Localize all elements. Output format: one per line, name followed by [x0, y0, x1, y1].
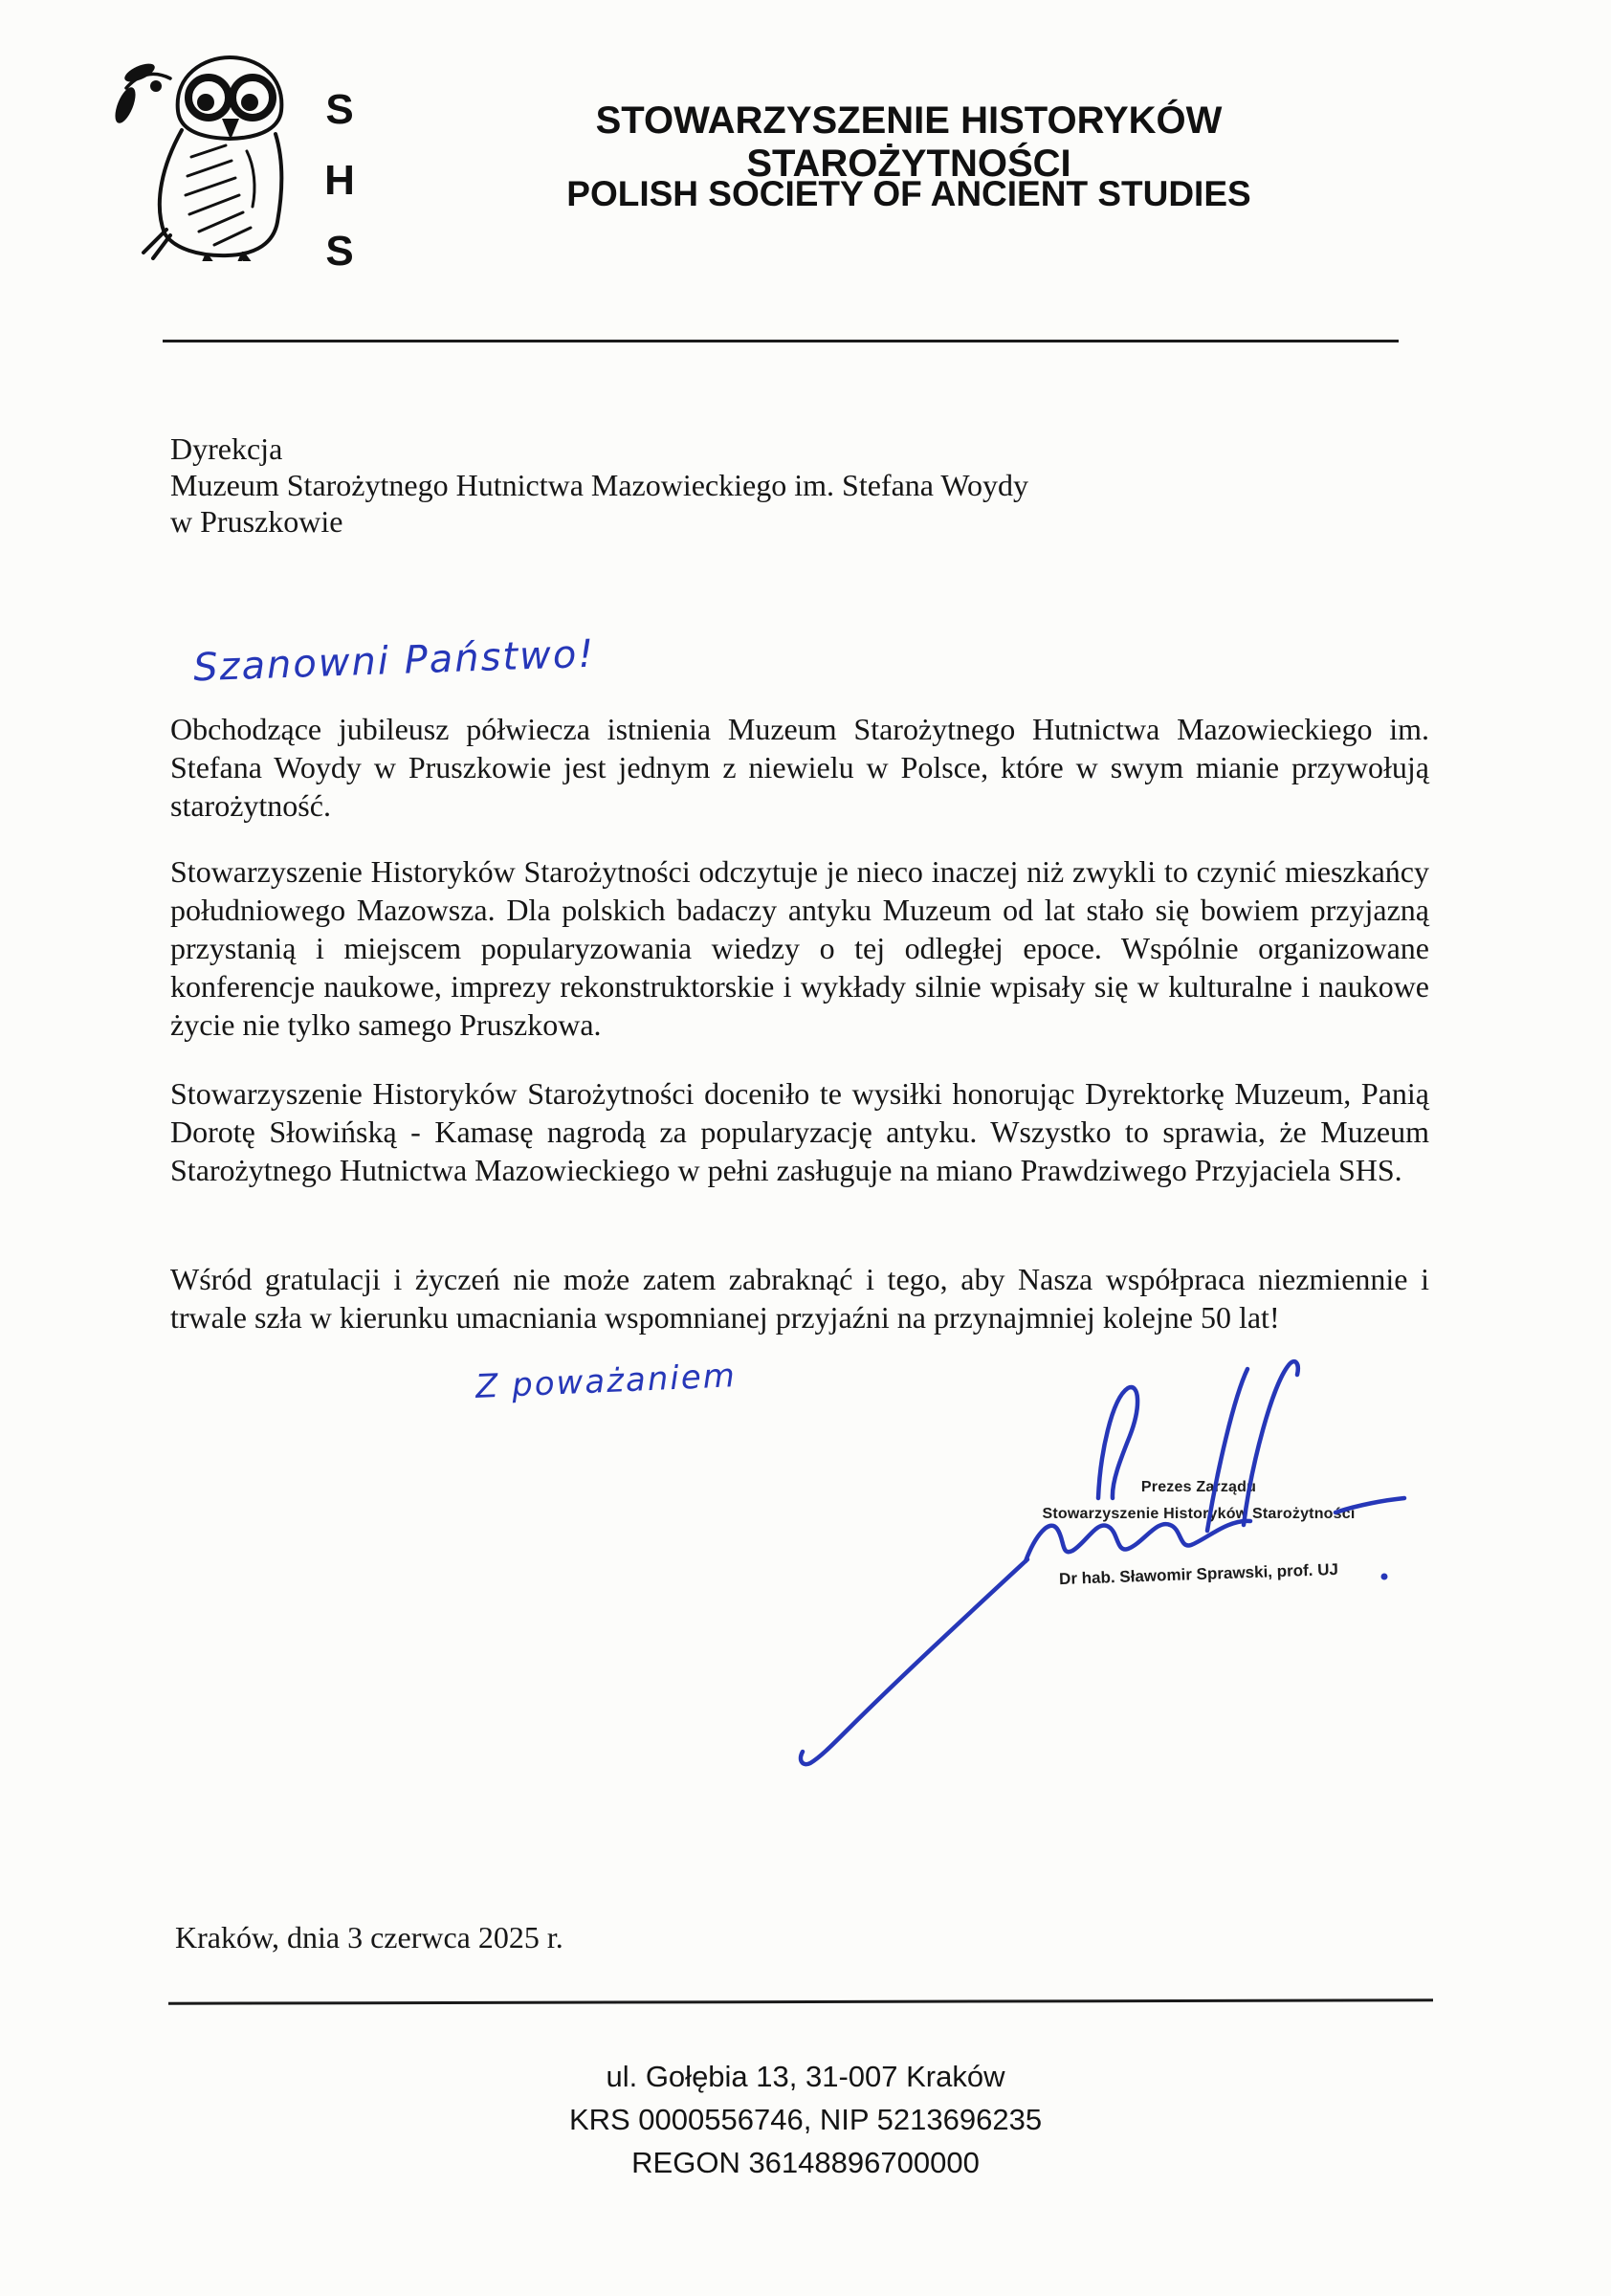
logo-letter-s2: S: [325, 228, 354, 275]
letterhead-divider-line: [163, 340, 1399, 342]
handwritten-closing: Z poważaniem: [474, 1357, 738, 1406]
body-paragraph-4: Wśród gratulacji i życzeń nie może zatem zabraknąć i tego, aby Nasza współpraca niezmiennie i trwale szła w kierunku umacniania wspomnianej przyjaźni na przynajmniej kolejne 50 lat!: [170, 1262, 1429, 1335]
recipient-line-3: w Pruszkowie: [170, 504, 343, 539]
signatory-name: Dr hab. Sławomir Sprawski, prof. UJ: [1058, 1559, 1339, 1589]
recipient-line-2: Muzeum Starożytnego Hutnictwa Mazowieckiego im. Stefana Woydy: [170, 468, 1029, 502]
body-paragraph-2: Stowarzyszenie Historyków Starożytności odczytuje je nieco inaczej niż zwykli to czynić mieszkańcy południowego Mazowsza. Dla polskich badaczy antyku Muzeum od lat stało się bowiem przyjazną przystanią i miejscem popularyzowania wiedzy o tej odległej epoce. Wspólnie organizowane konferencje naukowe, imprezy rekonstruktorskie i wykłady silnie wpisały się w kulturalne i naukowe życie nie tylko samego Pruszkowa.: [170, 854, 1429, 1042]
recipient-line-1: Dyrekcja: [170, 431, 283, 466]
footer-krs-nip: KRS 0000556746, NIP 5213696235: [568, 2103, 1043, 2136]
org-title-polish: STOWARZYSZENIE HISTORYKÓW STAROŻYTNOŚCI: [595, 99, 1223, 185]
footer-divider-line: [168, 1998, 1433, 2004]
footer-address: ul. Gołębia 13, 31-007 Kraków: [606, 2060, 1005, 2093]
org-title-english: POLISH SOCIETY OF ANCIENT STUDIES: [566, 174, 1251, 213]
logo-letter-s1: S: [325, 86, 354, 133]
stamp-org-line: Stowarzyszenie Historyków Starożytności: [1042, 1506, 1356, 1522]
logo-letters-shs: [318, 75, 362, 287]
handwritten-greeting: Szanowni Państwo!: [192, 631, 597, 691]
footer-block: [327, 2055, 1284, 2184]
logo-letter-h: H: [324, 157, 355, 204]
body-paragraph-3: Stowarzyszenie Historyków Starożytności doceniło te wysiłki honorując Dyrektorkę Muzeum, Panią Dorotę Słowińską - Kamasę nagrodą za popularyzację antyku. Wszystko to sprawia, że Muzeum Starożytnego Hutnictwa Mazowieckiego w pełni zasługuje na miano Prawdziwego Przyjaciela SHS.: [170, 1076, 1429, 1187]
owl-logo: [111, 46, 350, 261]
recipient-block: [170, 430, 1028, 540]
ink-signature: [746, 1335, 1492, 1794]
dateline: Kraków, dnia 3 czerwca 2025 r.: [175, 1920, 563, 1954]
footer-regon: REGON 36148896700000: [631, 2146, 980, 2179]
stamp-role-line: Prezes Zarządu: [1140, 1479, 1257, 1495]
body-paragraph-1: Obchodzące jubileusz półwiecza istnienia Muzeum Starożytnego Hutnictwa Mazowieckiego im. Stefana Woydy w Pruszkowie jest jednym z niewielu w Polsce, które w swym mianie przywołują starożytność.: [170, 712, 1429, 823]
